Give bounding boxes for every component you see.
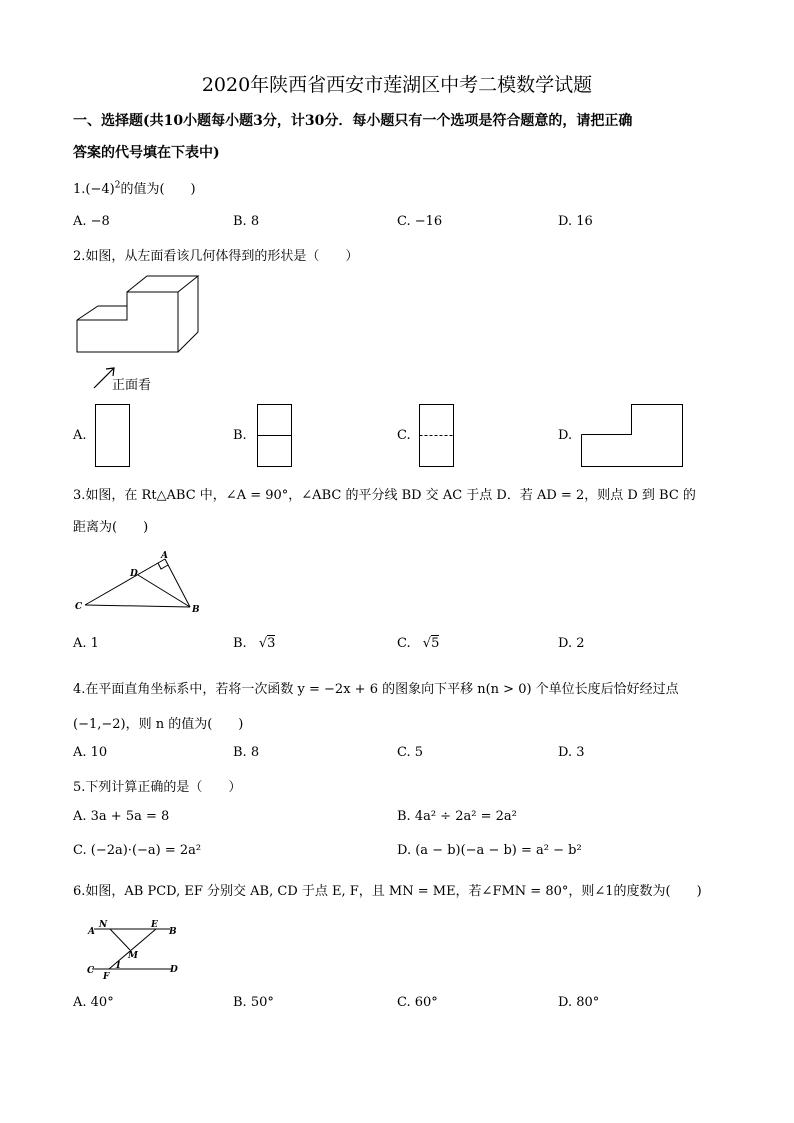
q2-option-c-shape (419, 404, 455, 468)
q5-option-b: B. 4a² ÷ 2a² = 2a² (397, 809, 517, 824)
q6-label-b: B (169, 927, 177, 937)
q4-option-c: C. 5 (397, 745, 424, 760)
section-heading-line2: 答案的代号填在下表中) (73, 145, 220, 161)
q6-label-d: D (170, 965, 178, 975)
q2-option-b-shape (257, 404, 293, 468)
q1-option-d: D. 16 (558, 214, 593, 229)
q3-option-a: A. 1 (73, 636, 99, 651)
q6-option-d: D. 80° (558, 995, 600, 1010)
q2-view-arrow (94, 368, 114, 388)
q6-parallel-lines-figure (82, 918, 192, 980)
q3-option-b-letter: B. (233, 636, 247, 651)
q6-option-b: B. 50° (233, 995, 274, 1010)
q3-line2: 距离为( ) (73, 520, 149, 535)
q5-option-c: C. (−2a)·(−a) = 2a² (73, 843, 202, 858)
q1-exponent: 2 (114, 180, 121, 191)
q3-label-b: B (192, 605, 200, 615)
q2-option-d-shape (581, 404, 685, 468)
q3-triangle-figure (72, 548, 212, 618)
q2-option-c-letter: C. (397, 428, 411, 443)
q6-option-c: C. 60° (397, 995, 438, 1010)
q2-stem: 2.如图，从左面看该几何体得到的形状是（ ） (73, 249, 359, 264)
q1-option-a: A. −8 (73, 214, 110, 229)
section-heading-line1: 一、选择题(共10小题每小题3分，计30分．每小题只有一个选项是符合题意的，请把正确 (73, 113, 633, 129)
q3-label-c: C (75, 602, 83, 612)
q4-line2: (−1,−2)，则 n 的值为( ) (73, 717, 244, 732)
q1-suffix: 的值为( ) (120, 182, 196, 197)
q6-stem: 6.如图，AB PCD, EF 分别交 AB, CD 于点 E, F，且 MN = ME，若∠FMN = 80°，则∠1的度数为( ) (73, 884, 702, 899)
q2-option-b-letter: B. (233, 428, 247, 443)
q3-option-c-letter: C. (397, 636, 411, 651)
q4-option-b: B. 8 (233, 745, 260, 760)
q5-stem: 5.下列计算正确的是（ ） (73, 780, 242, 795)
sqrt-icon: √ (422, 636, 432, 651)
q4-option-d: D. 3 (558, 745, 585, 760)
q3-line1: 3.如图，在 Rt△ABC 中，∠A = 90°，∠ABC 的平分线 BD 交 AC 于点 D．若 AD = 2，则点 D 到 BC 的 (73, 488, 696, 503)
q5-option-a: A. 3a + 5a = 8 (73, 809, 170, 824)
q1-option-b: B. 8 (233, 214, 260, 229)
q5-option-d: D. (a − b)(−a − b) = a² − b² (397, 843, 582, 858)
q2-solid-figure (70, 270, 200, 390)
page-title: 2020年陕西省西安市莲湖区中考二模数学试题 (201, 74, 593, 96)
q2-option-a-letter: A. (73, 428, 87, 443)
q4-line1: 4.在平面直角坐标系中，若将一次函数 y = −2x + 6 的图象向下平移 n(n > 0) 个单位长度后恰好经过点 (73, 682, 679, 697)
q1-option-c: C. −16 (397, 214, 443, 229)
q6-label-n: N (99, 920, 108, 930)
q3-option-c-radicand: 5 (431, 636, 440, 651)
q3-option-b (233, 636, 275, 651)
q6-label-c: C (87, 966, 95, 976)
q6-option-a: A. 40° (73, 995, 114, 1010)
q6-label-m: M (128, 951, 138, 961)
q3-label-a: A (161, 551, 168, 561)
q1-prefix: 1. (73, 182, 86, 197)
q2-arrow-label: 正面看 (112, 378, 152, 393)
q2-option-d-letter: D. (558, 428, 573, 443)
q1-stem (73, 178, 196, 197)
q3-option-c (397, 636, 439, 651)
q6-label-e: E (151, 920, 158, 930)
q6-label-a: A (88, 927, 95, 937)
sqrt-icon: √ (258, 636, 268, 651)
q3-option-b-radicand: 3 (267, 636, 276, 651)
q3-option-d: D. 2 (558, 636, 585, 651)
q4-option-a: A. 10 (73, 745, 108, 760)
q1-expr: (−4) (85, 182, 115, 197)
q6-label-f: F (103, 972, 110, 982)
q2-option-a-shape (95, 404, 131, 468)
q3-label-d: D (130, 569, 138, 579)
q6-label-angle-1: 1 (115, 961, 122, 971)
